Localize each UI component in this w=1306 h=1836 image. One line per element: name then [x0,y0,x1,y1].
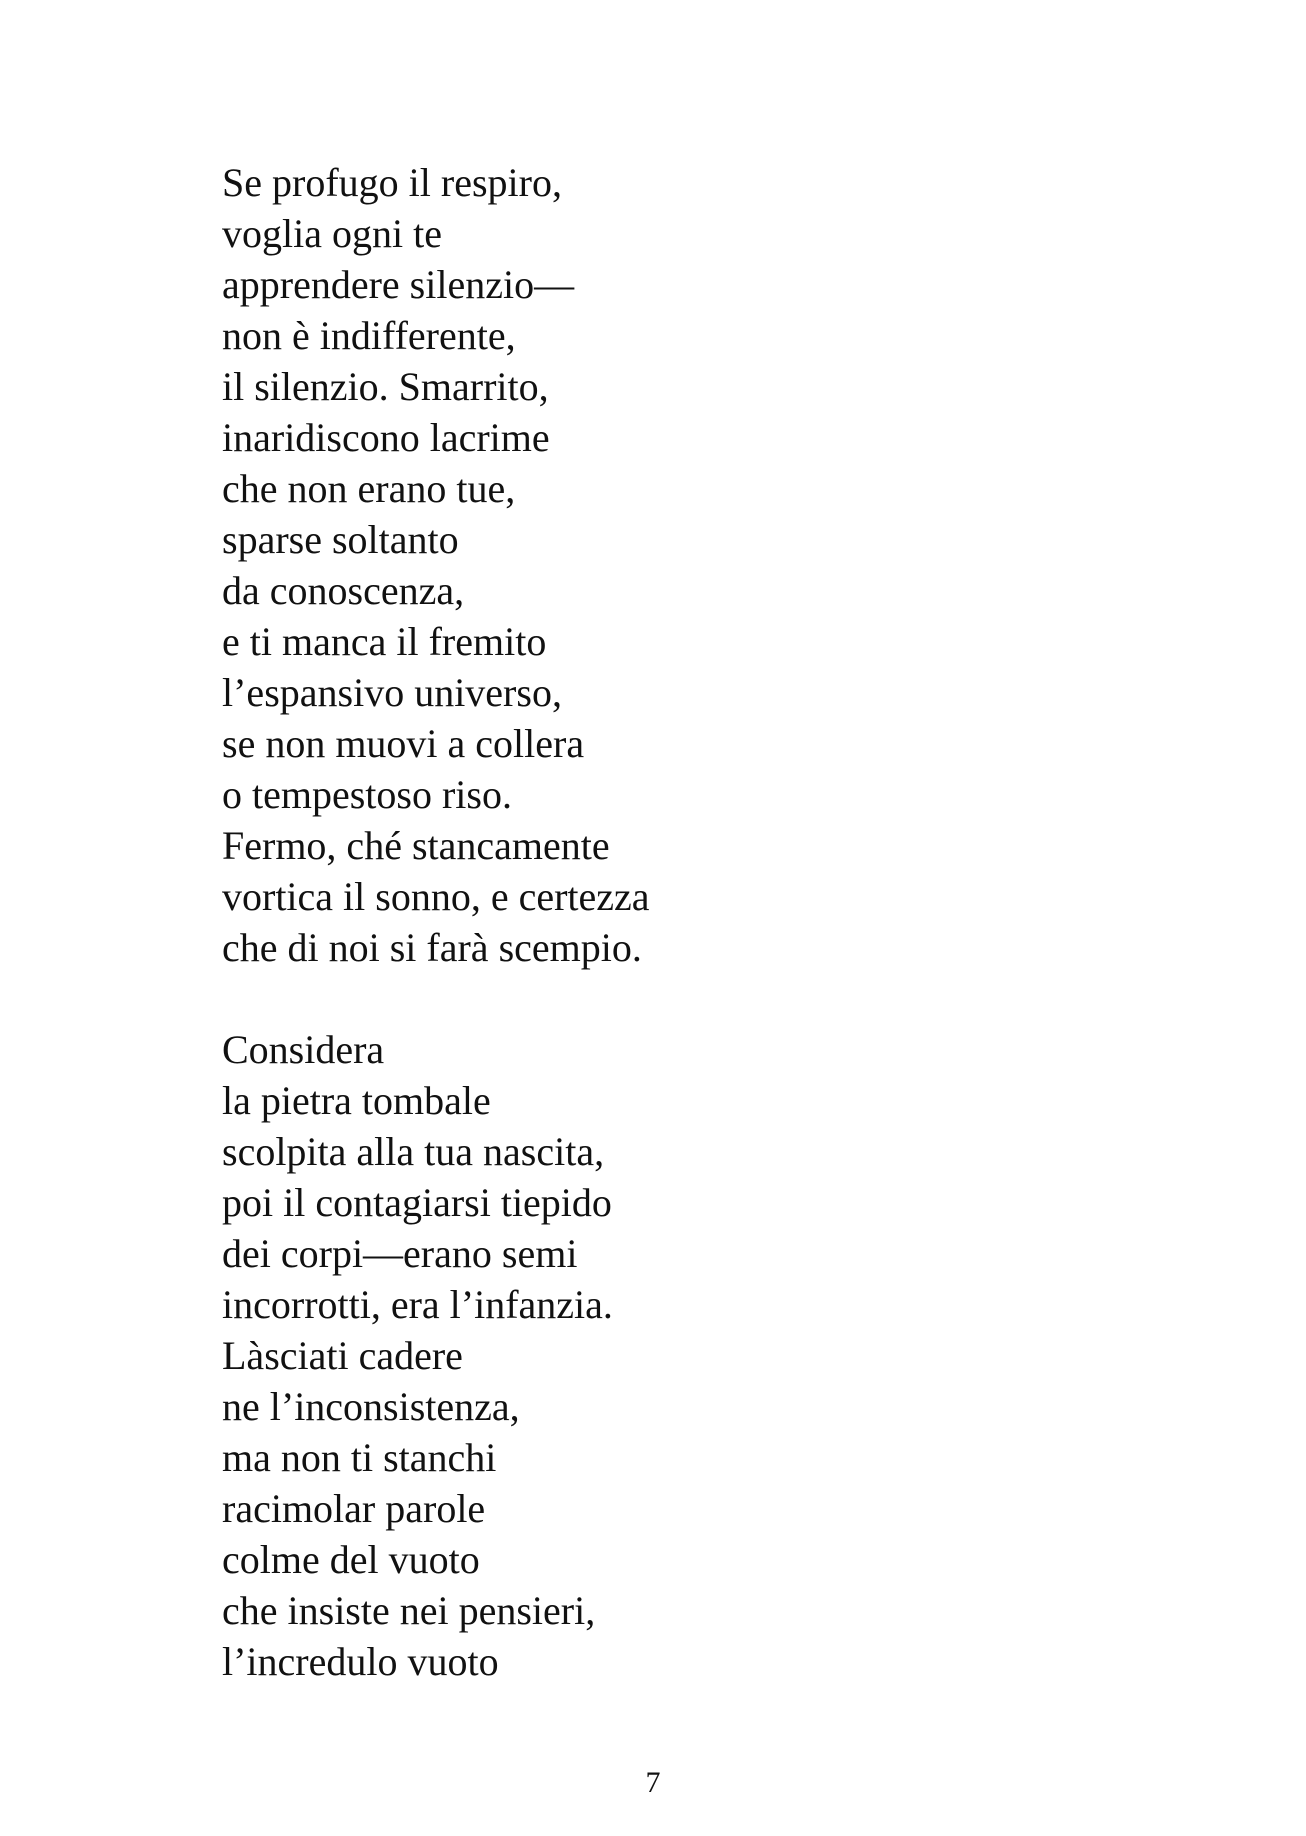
poem-line: Fermo, ché stancamente [222,823,610,868]
poem-line: vortica il sonno, e certezza [222,874,650,919]
poem-line: e ti manca il fremito [222,619,547,664]
poem-line: apprendere silenzio— [222,262,575,307]
poem-line: dei corpi—erano semi [222,1231,578,1276]
poem-line: Làsciati cadere [222,1333,463,1378]
poem-line: voglia ogni te [222,211,442,256]
poem-line: colme del vuoto [222,1537,480,1582]
poem-line: l’incredulo vuoto [222,1639,499,1684]
poem-line: che non erano tue, [222,466,516,511]
poem-line: che di noi si farà scempio. [222,925,642,970]
poem-line: se non muovi a collera [222,721,585,766]
stanza-1 [222,157,1122,973]
poem-line: non è indifferente, [222,313,516,358]
poem-body [222,157,1122,1687]
poem-line: la pietra tombale [222,1078,491,1123]
poem-line: ma non ti stanchi [222,1435,497,1480]
stanza-2 [222,1024,1122,1687]
poem-line: il silenzio. Smarrito, [222,364,549,409]
poem-line: che insiste nei pensieri, [222,1588,596,1633]
poem-line: Se profugo il respiro, [222,160,562,205]
poem-line: sparse soltanto [222,517,459,562]
poem-line: ne l’inconsistenza, [222,1384,520,1429]
poem-line: racimolar parole [222,1486,486,1531]
poem-line: l’espansivo universo, [222,670,562,715]
poem-line: incorrotti, era l’infanzia. [222,1282,613,1327]
poem-line: scolpita alla tua nascita, [222,1129,605,1174]
page-number: 7 [645,1766,661,1799]
poem-line: da conoscenza, [222,568,465,613]
poem-line: o tempestoso riso. [222,772,512,817]
poem-line: Considera [222,1027,385,1072]
poem-line: inaridiscono lacrime [222,415,550,460]
poem-line: poi il contagiarsi tiepido [222,1180,612,1225]
